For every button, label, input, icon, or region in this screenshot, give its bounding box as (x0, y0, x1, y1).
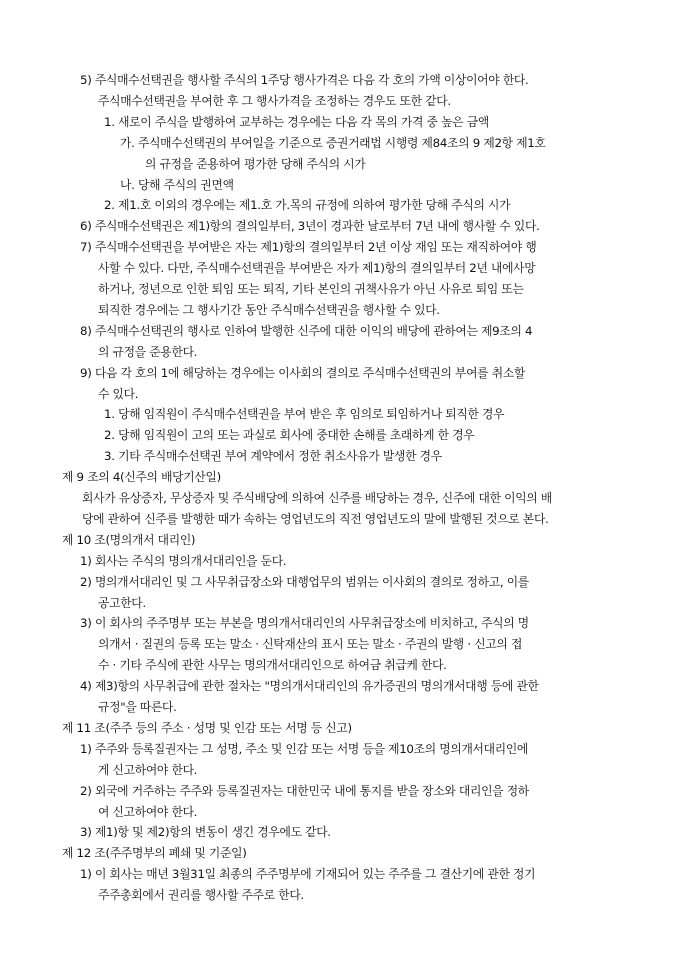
text-line: 하거나, 정년으로 인한 퇴임 또는 퇴직, 기타 본인의 귀책사유가 아닌 사유로 퇴임 또는 (98, 282, 524, 296)
text-line: 의 규정을 준용하여 평가한 당해 주식의 시가 (145, 156, 366, 171)
text-line: 5) 주식매수선택권을 행사할 주식의 1주당 행사가격은 다음 각 호의 가액 이상이어야 한다. (80, 73, 529, 87)
text-line: 가. 주식매수선택권의 부여일을 기준으로 증권거래법 시행령 제84조의 9 제2항 제1호 (120, 135, 546, 150)
text-line: 2. 당해 임직원이 고의 또는 과실로 회사에 중대한 손해를 초래하게 한 경우 (104, 428, 475, 443)
text-line: 의 규정을 준용한다. (98, 344, 198, 359)
text-line: 게 신고하여야 한다. (98, 762, 198, 777)
text-line: 9) 다음 각 호의 1에 해당하는 경우에는 이사회의 결의로 주식매수선택권의 부여를 취소할 (80, 365, 526, 380)
article-heading: 제 10 조(명의개서 대리인) (62, 532, 196, 547)
text-line: 2) 명의개서대리인 및 그 사무취급장소와 대행업무의 범위는 이사회의 결의로 정하고, 이를 (80, 574, 529, 589)
article-heading: 제 11 조(주주 등의 주소 · 성명 및 인감 또는 서명 등 신고) (62, 720, 352, 735)
text-line: 1) 주주와 등록질권자는 그 성명, 주소 및 인감 또는 서명 등을 제10조의 명의개서대리인에 (80, 741, 529, 756)
text-line: 1. 새로이 주식을 발행하여 교부하는 경우에는 다음 각 목의 가격 중 높은 금액 (104, 114, 489, 129)
text-line: 2) 외국에 거주하는 주주와 등록질권자는 대한민국 내에 통지를 받을 장소와 대리인을 정하 (80, 783, 529, 798)
text-line: 퇴직한 경우에는 그 행사기간 동안 주식매수선택권을 행사할 수 있다. (98, 302, 440, 317)
text-line: 2. 제1.호 이외의 경우에는 제1.호 가.목의 규정에 의하여 평가한 당해 주식의 시가 (104, 198, 511, 213)
text-line: 의개서 · 질권의 등록 또는 말소 · 신탁재산의 표시 또는 말소 · 주권의 발행 · 신고의 접 (98, 637, 523, 652)
text-line: 여 신고하여야 한다. (98, 804, 198, 819)
text-line: 7) 주식매수선택권을 부여받은 자는 제1)항의 결의일부터 2년 이상 재임 또는 재직하여야 행 (80, 240, 537, 255)
text-line: 6) 주식매수선택권은 제1)항의 결의일부터, 3년이 경과한 날로부터 7년 내에 행사할 수 있다. (80, 219, 540, 234)
text-line: 1. 당해 임직원이 주식매수선택권을 부여 받은 후 임의로 퇴임하거나 퇴직한 경우 (104, 407, 505, 422)
article-heading: 제 12 조(주주명부의 폐쇄 및 기준일) (62, 846, 247, 861)
article-heading: 제 9 조의 4(신주의 배당기산일) (62, 470, 221, 485)
text-line: 3) 이 회사의 주주명부 또는 부본을 명의개서대리인의 사무취급장소에 비치하고, 주식의 명 (80, 616, 529, 631)
text-line: 당에 관하여 신주를 발행한 때가 속하는 영업년도의 직전 영업년도의 말에 발행된 것으로 본다. (82, 511, 549, 526)
text-line: 공고한다. (98, 595, 146, 610)
text-line: 주주총회에서 권리를 행사할 주주로 한다. (98, 888, 304, 903)
text-line: 수 있다. (98, 386, 139, 401)
text-line: 3) 제1)항 및 제2)항의 변동이 생긴 경우에도 같다. (80, 825, 331, 840)
text-line: 회사가 유상증자, 무상증자 및 주식배당에 의하여 신주를 배당하는 경우, 신주에 대한 이익의 배 (82, 491, 552, 505)
text-line: 1) 회사는 주식의 명의개서대리인을 둔다. (80, 553, 287, 568)
text-line: 8) 주식매수선택권의 행사로 인하여 발행한 신주에 대한 이익의 배당에 관하여는 제9조의 4 (80, 323, 533, 338)
text-line: 주식매수선택권을 부여한 후 그 행사가격을 조정하는 경우도 또한 같다. (98, 93, 451, 108)
text-line: 4) 제3)항의 사무취급에 관한 절차는 "명의개서대리인의 유가증권의 명의개서대행 등에 관한 (80, 679, 539, 694)
text-line: 규정"을 따른다. (98, 700, 177, 714)
text-line: 사할 수 있다. 다만, 주식매수선택권을 부여받은 자가 제1)항의 결의일부터 2년 내에사망 (98, 261, 536, 276)
text-line: 수 · 기타 주식에 관한 사무는 명의개서대리인으로 하여금 취급케 한다. (98, 658, 447, 673)
text-line: 1) 이 회사는 매년 3월31일 최종의 주주명부에 기재되어 있는 주주를 그 결산기에 관한 정기 (80, 867, 536, 882)
text-line: 나. 당해 주식의 권면액 (120, 177, 234, 192)
text-line: 3. 기타 주식매수선택권 부여 계약에서 정한 취소사유가 발생한 경우 (104, 449, 442, 464)
